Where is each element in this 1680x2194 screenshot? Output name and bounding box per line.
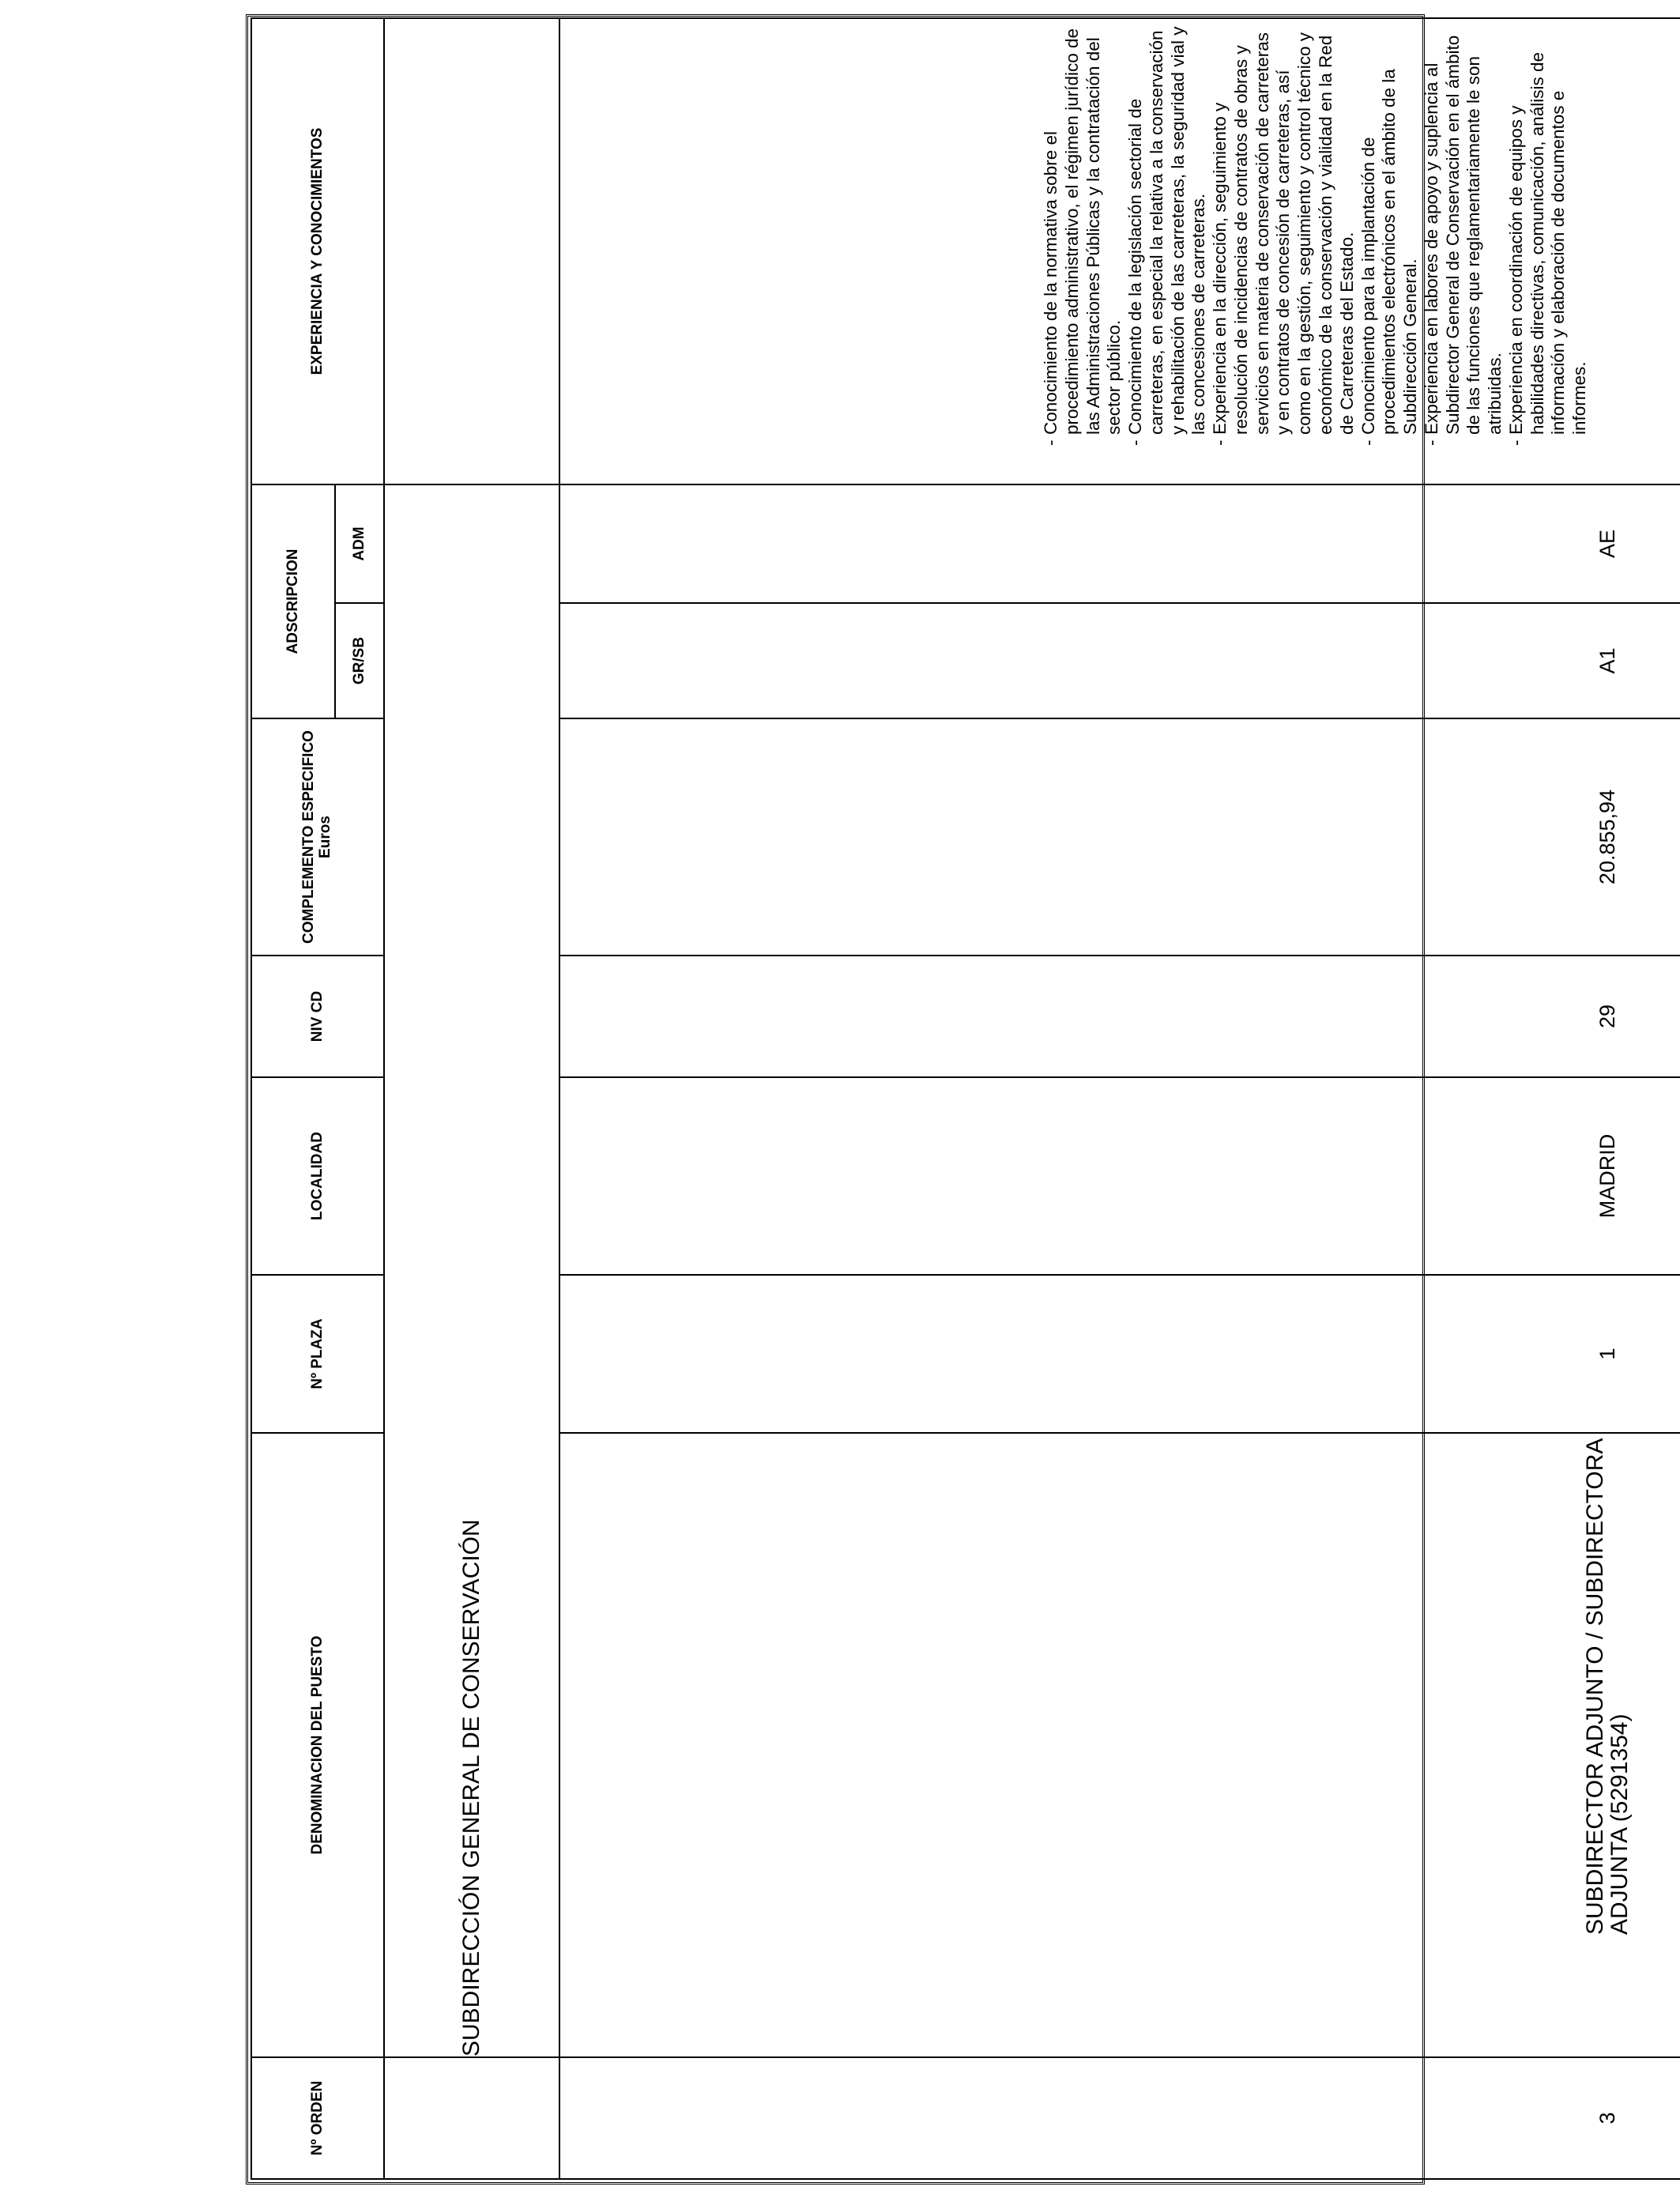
header-experiencia: EXPERIENCIA Y CONOCIMIENTOS <box>251 18 384 484</box>
cell-complemento: 20.855,94 <box>559 718 1680 956</box>
header-nivcd: NIV CD <box>251 956 384 1077</box>
header-localidad: LOCALIDAD <box>251 1077 384 1275</box>
cell-nivcd: 29 <box>559 956 1680 1077</box>
header-complemento: COMPLEMENTO ESPECIFICO Euros <box>251 718 384 956</box>
header-grsb: GR/SB <box>335 603 384 718</box>
cell-experiencia <box>559 18 1680 484</box>
cell-orden: 3 <box>559 2057 1680 2179</box>
header-row <box>251 18 335 2179</box>
header-denominacion: DENOMINACION DEL PUESTO <box>251 1433 384 2057</box>
experiencia-item: - Conocimiento de la legislación sectorial de carreteras, en especial la relativa a la conservación y rehabilitación de las carreteras, la seguridad vial y las concesiones de carreteras. <box>1125 25 1210 446</box>
experiencia-item: - Experiencia en labores de apoyo y suplencia al Subdirector General de Conservación en el ámbito de las funciones que reglamentariamente le son atribuidas. <box>1422 25 1506 446</box>
cell-plaza: 1 <box>559 1275 1680 1433</box>
cell-adm: AE <box>559 484 1680 603</box>
job-positions-table <box>250 17 1680 2180</box>
table-row <box>559 18 1680 2179</box>
section-title: SUBDIRECCIÓN GENERAL DE CONSERVACIÓN <box>384 484 559 2057</box>
section-row <box>384 18 559 2179</box>
cell-grsb: A1 <box>559 603 1680 718</box>
experiencia-list <box>1041 25 1591 446</box>
header-orden: Nº ORDEN <box>251 2057 384 2179</box>
cell-denominacion: SUBDIRECTOR ADJUNTO / SUBDIRECTORA ADJUNTA (5291354) <box>559 1433 1680 2057</box>
section-orden-cell <box>384 2057 559 2179</box>
header-adm: ADM <box>335 484 384 603</box>
experiencia-item: - Experiencia en coordinación de equipos y habilidades directivas, comunicación, análisis de información y elaboración de documentos e informes. <box>1506 25 1591 446</box>
experiencia-item: - Conocimiento para la implantación de procedimientos electrónicos en el ámbito de la Subdirección General. <box>1358 25 1422 446</box>
experiencia-item: - Conocimiento de la normativa sobre el procedimiento administrativo, el régimen jurídico de las Administraciones Públicas y la contratación del sector público. <box>1041 25 1125 446</box>
section-experiencia-cell <box>384 18 559 484</box>
header-adscripcion: ADSCRIPCION <box>251 484 335 718</box>
cell-localidad: MADRID <box>559 1077 1680 1275</box>
rotated-document-page <box>241 0 1633 2194</box>
experiencia-item: - Experiencia en la dirección, seguimiento y resolución de incidencias de contratos de obras y servicios en materia de conservación de carreteras y en contratos de concesión de carreteras, así como en la gestión, seguimiento y control técnico y económico de la conservación y vialidad en la Red de Carreteras del Estado. <box>1210 25 1358 446</box>
header-plaza: Nº PLAZA <box>251 1275 384 1433</box>
